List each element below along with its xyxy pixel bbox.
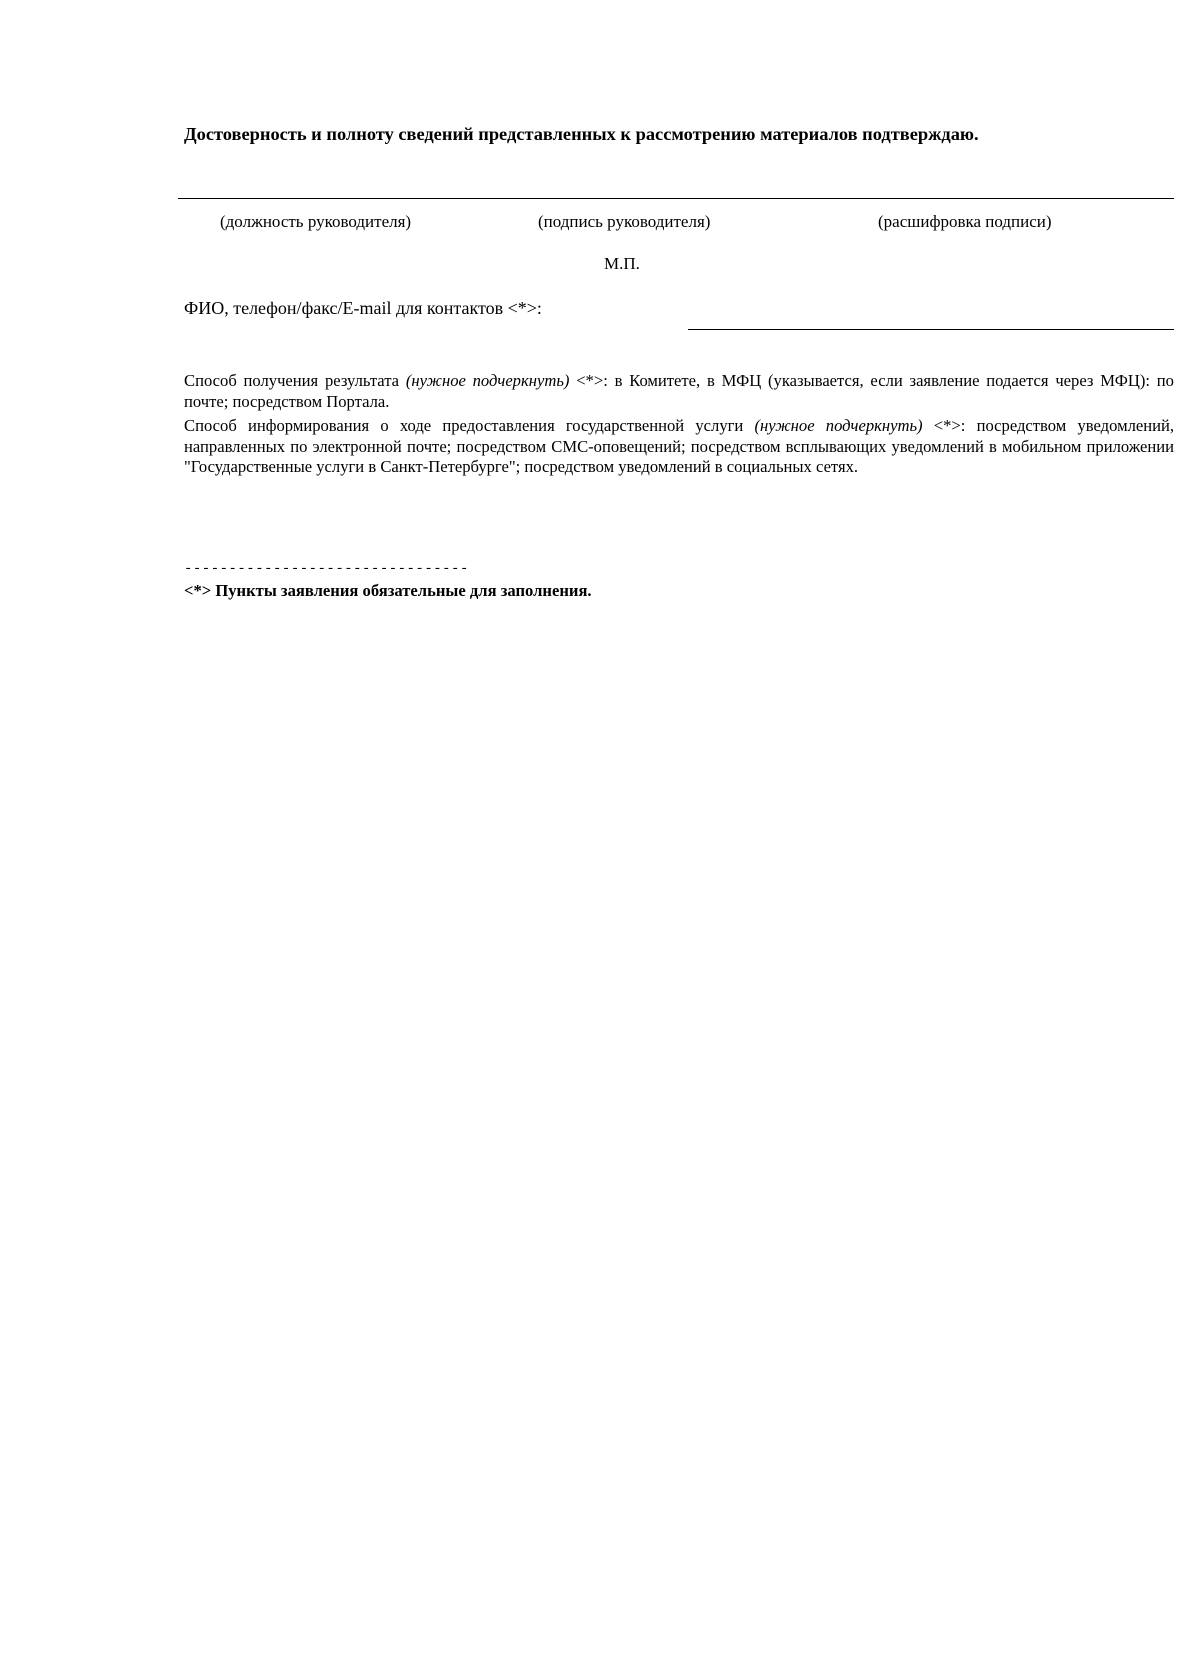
inform-method-text: <*>: посредством уведомлений, направленных по электронной почте; посредством СМС-оповещений; посредством всплывающих уведомлений в мобильном приложении "Государственные услуги в Санкт-Петербурге"; посредством уведомлений в социальных сетях. (184, 416, 1175, 476)
result-method-lead: Способ получения результата (184, 371, 400, 390)
footnote-separator: -------------------------------- (184, 561, 469, 577)
result-method-paragraph (184, 371, 1174, 412)
contacts-line (688, 329, 1174, 330)
confirmation-heading: Достоверность и полноту сведений представленных к рассмотрению материалов подтверждаю. (184, 124, 979, 144)
signature-caption: (подпись руководителя) (538, 212, 711, 231)
stamp-place: М.П. (604, 254, 640, 273)
contacts-label: ФИО, телефон/факс/E-mail для контактов <*>: (184, 298, 542, 318)
position-caption: (должность руководителя) (220, 212, 412, 231)
result-method-text: <*>: в Комитете, в МФЦ (указывается, если заявление подается через МФЦ): по почте; посредством Портала. (184, 371, 1174, 411)
decryption-caption: (расшифровка подписи) (878, 212, 1052, 231)
signature-line (178, 198, 1174, 199)
inform-method-hint: (нужное подчеркнуть) (754, 416, 923, 435)
result-method-hint: (нужное подчеркнуть) (405, 371, 570, 390)
inform-method-lead: Способ информирования о ходе предоставления государственной услуги (184, 416, 744, 435)
footnote: <*> Пункты заявления обязательные для заполнения. (184, 581, 592, 600)
inform-method-paragraph (184, 416, 1174, 478)
